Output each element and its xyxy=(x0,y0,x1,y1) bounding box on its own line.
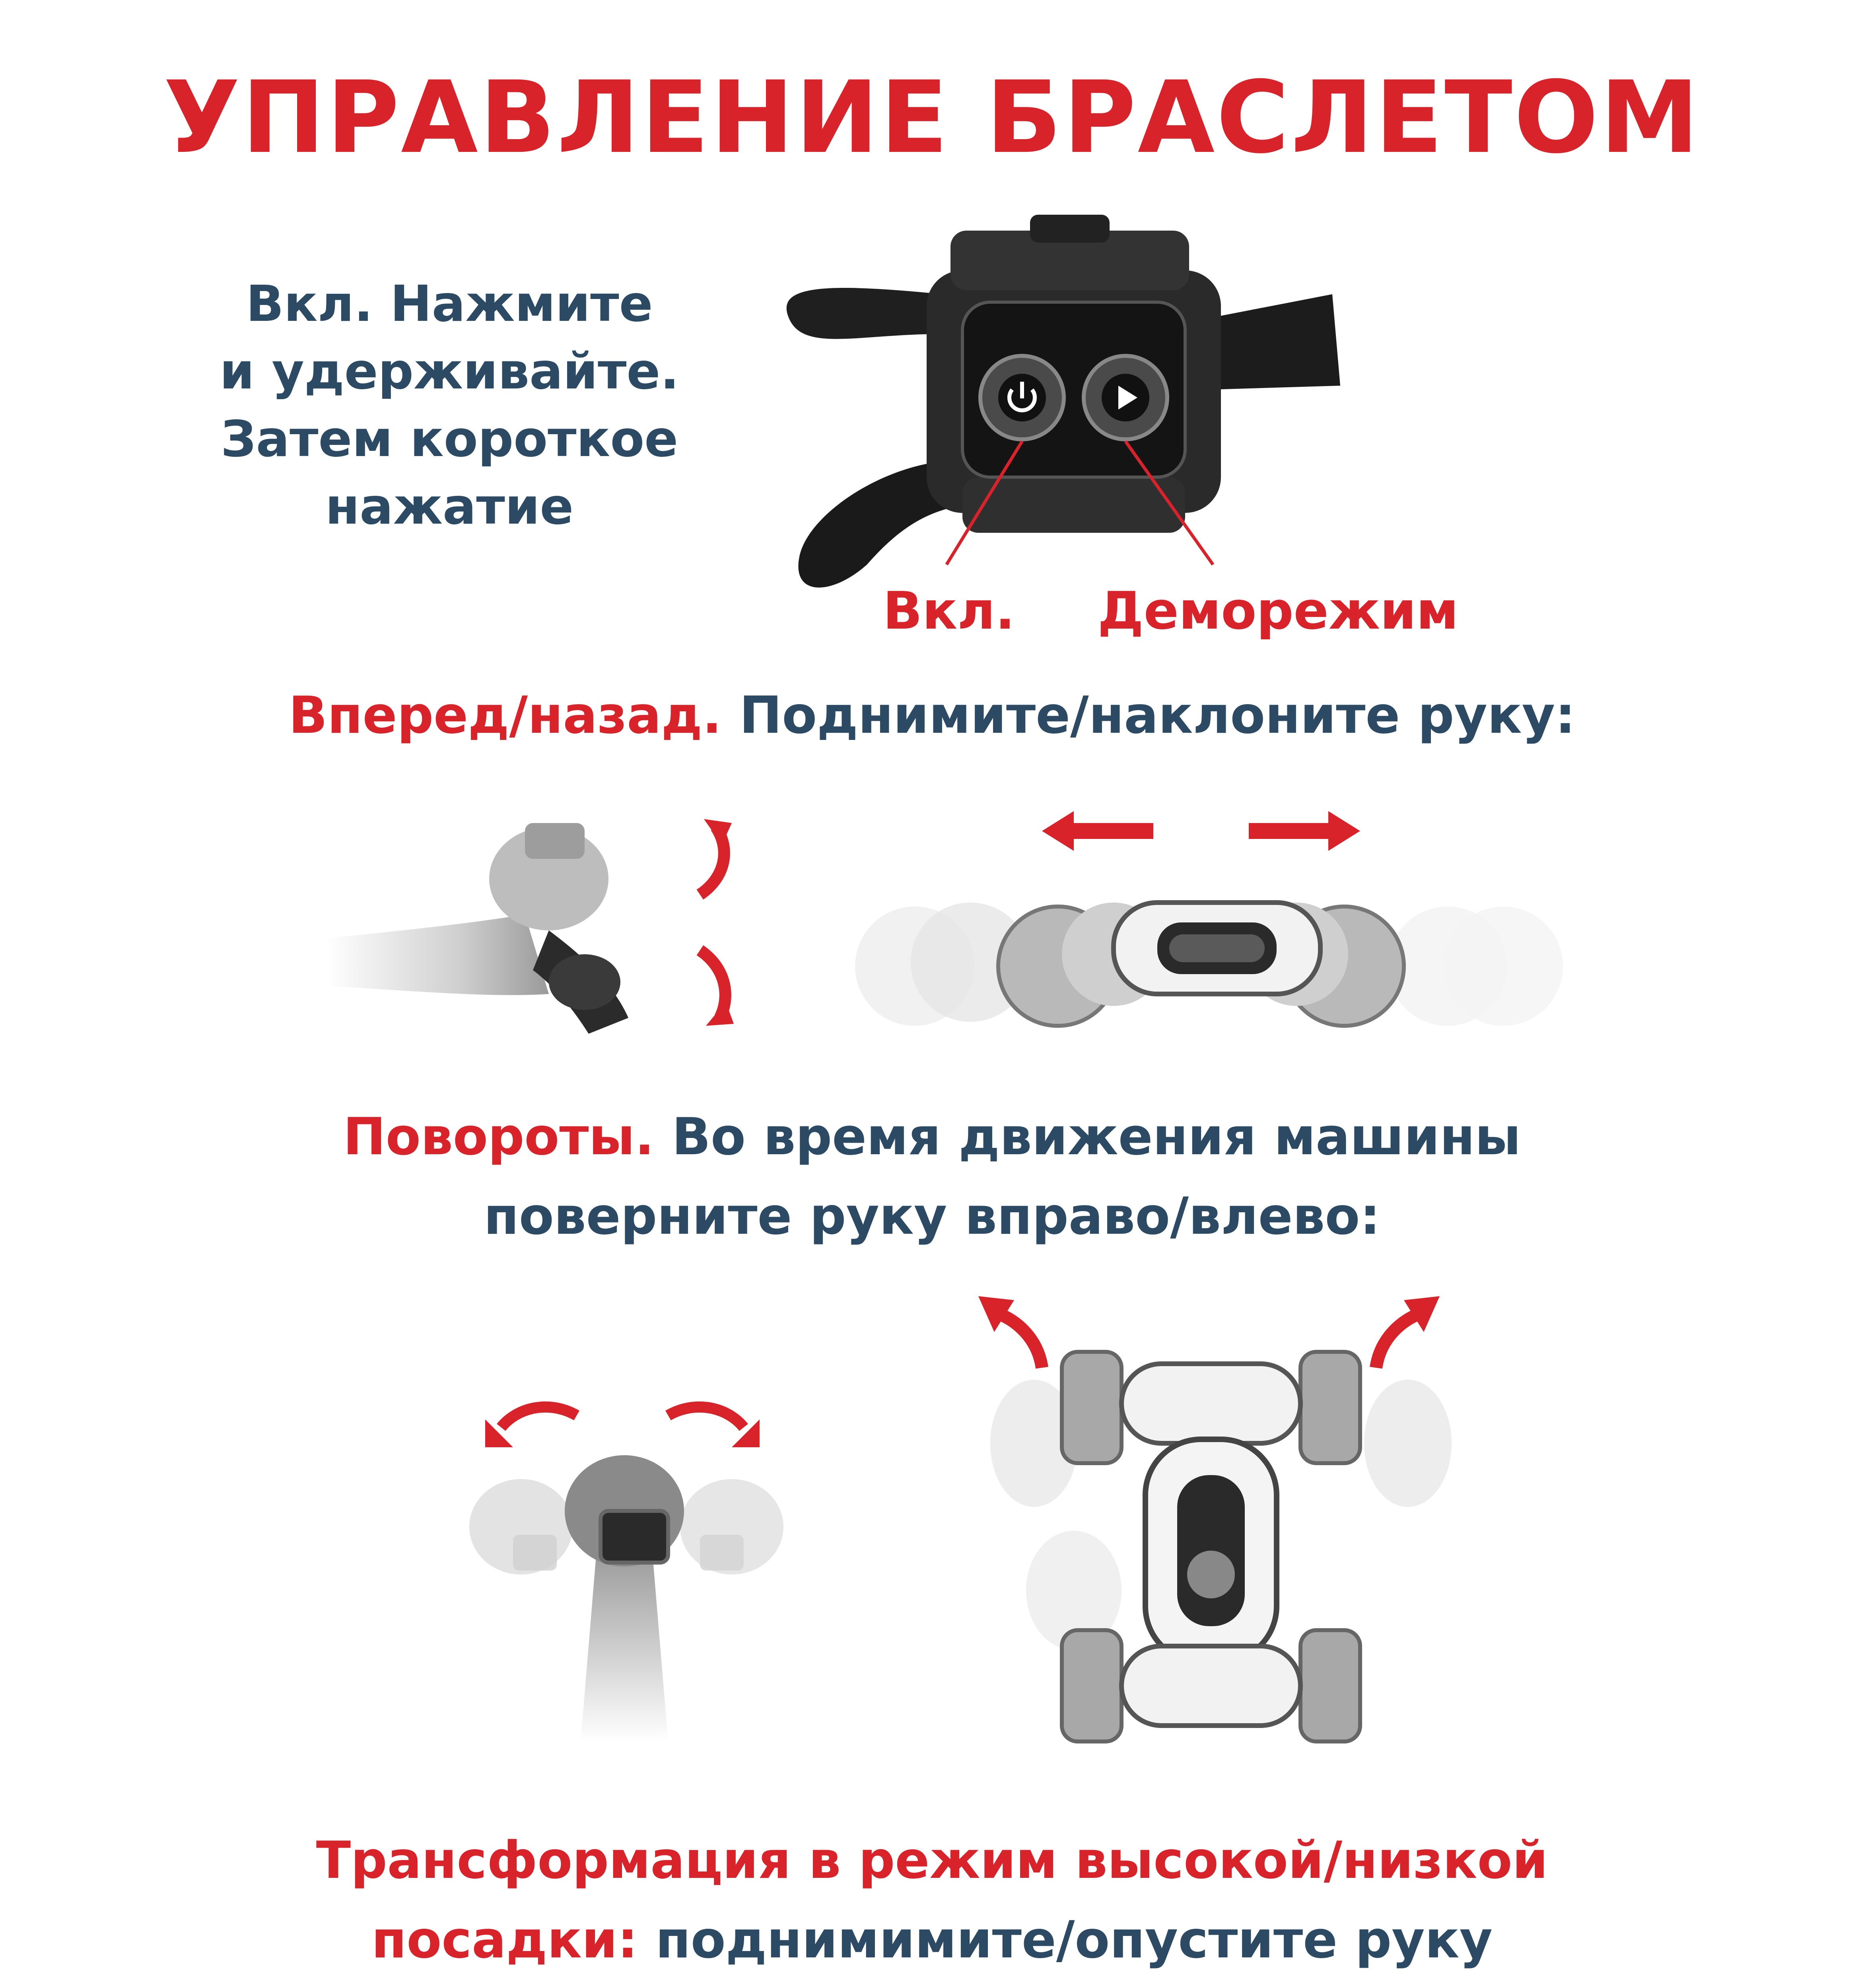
turns-label: Повороты. xyxy=(343,1107,654,1167)
instruction-line: Вкл. Нажмите xyxy=(246,275,653,333)
tilt-up-arrow-icon xyxy=(700,819,732,895)
wrist-rotation-illustration xyxy=(445,1392,827,1741)
transform-label-line2: посадки: xyxy=(371,1910,638,1970)
rotate-left-arrow-icon xyxy=(485,1407,577,1447)
instruction-line: Затем короткое xyxy=(220,410,678,468)
right-arrow-icon xyxy=(1249,811,1360,851)
turn-left-arrow-icon xyxy=(978,1296,1042,1368)
forward-backward-heading xyxy=(0,676,1864,755)
transform-label-line1: Трансформация в режим высокой/низкой xyxy=(316,1831,1548,1890)
power-label: Вкл. xyxy=(883,580,1015,641)
tilt-down-arrow-icon xyxy=(700,950,734,1026)
forward-backward-label: Вперед/назад. xyxy=(288,686,722,745)
power-button-icon xyxy=(980,356,1064,439)
play-button-icon xyxy=(1084,356,1167,439)
transform-instruction: поднимимите/опустите руку xyxy=(655,1910,1493,1970)
instruction-line: и удерживайте. xyxy=(220,343,679,400)
demo-mode-label: Деморежим xyxy=(1098,580,1459,641)
turn-right-arrow-icon xyxy=(1376,1296,1440,1368)
car-turning-illustration xyxy=(970,1288,1471,1765)
rotate-right-arrow-icon xyxy=(668,1407,760,1447)
power-instructions xyxy=(151,270,748,541)
transform-heading xyxy=(0,1821,1864,1980)
page-title: УПРАВЛЕНИЕ БРАСЛЕТОМ xyxy=(163,60,1701,175)
car-forward-backward-illustration xyxy=(851,795,1567,1042)
turns-instruction-line1: Во время движения машины xyxy=(672,1107,1521,1167)
instruction-line: нажатие xyxy=(325,478,574,536)
turns-heading xyxy=(0,1097,1864,1256)
turns-instruction-line2: поверните руку вправо/влево: xyxy=(484,1187,1380,1246)
forward-backward-instruction: Поднимите/наклоните руку: xyxy=(739,686,1576,745)
hand-tilt-illustration xyxy=(326,811,764,1050)
left-arrow-icon xyxy=(1042,811,1153,851)
